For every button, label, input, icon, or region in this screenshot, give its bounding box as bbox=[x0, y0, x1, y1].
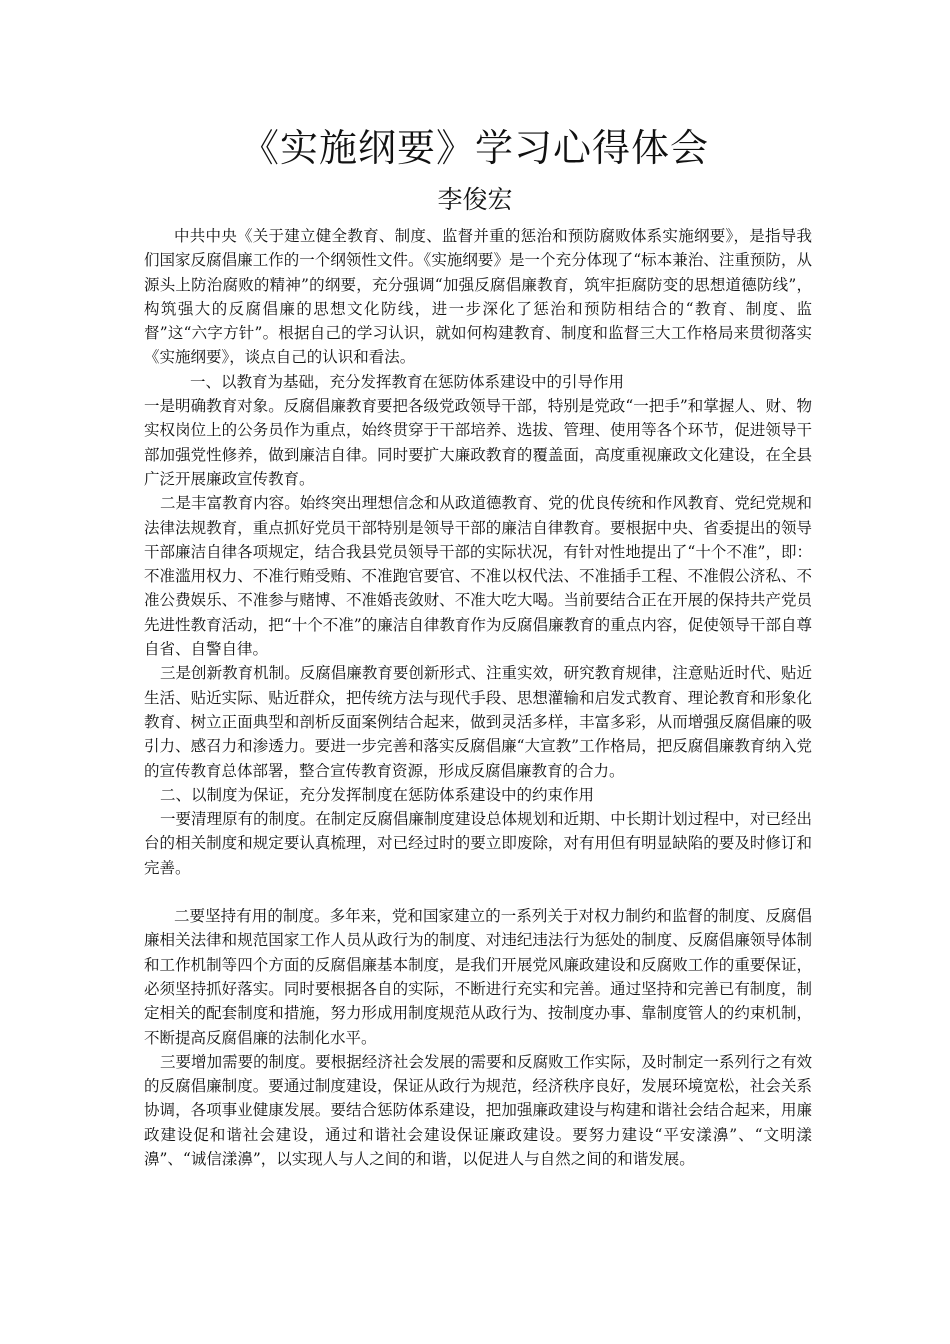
paragraph-clean-old-rules: 一要清理原有的制度。在制定反腐倡廉制度建设总体规划和近期、中长期计划过程中，对已经出台的相关制度和规定要认真梳理，对已经过时的要立即废除，对有用但有明显缺陷的要及时修订和完善。 bbox=[144, 810, 812, 877]
document-title: 《实施纲要》学习心得体会 bbox=[240, 126, 709, 170]
author-name: 李俊宏 bbox=[437, 185, 513, 214]
paragraph-keep-useful-rules: 二要坚持有用的制度。多年来，党和国家建立的一系列关于对权力制约和监督的制度、反腐倡廉相关法律和规范国家工作人员从政行为的制度、对违纪违法行为惩处的制度、反腐倡廉领导体制和工作机制等四个方面的反腐倡廉基本制度，是我们开展党风廉政建设和反腐败工作的重要保证，必须坚持抓好落实。同时要根据各自的实际，不断进行充实和完善。通过坚持和完善已有制度，制定相关的配套制度和措施，努力形成用制度规范从政行为、按制度办事、靠制度管人的约束机制，不断提高反腐倡廉的法制化水平。 bbox=[144, 907, 812, 1047]
paragraph-education-targets: 一是明确教育对象。反腐倡廉教育要把各级党政领导干部，特别是党政“一把手”和掌握人、财、物实权岗位上的公务员作为重点，始终贯穿于干部培养、选拔、管理、使用等各个环节，促进领导干部加强党性修养，做到廉洁自律。同时要扩大廉政教育的覆盖面，高度重视廉政文化建设，在全县广泛开展廉政宣传教育。 bbox=[144, 397, 812, 488]
document-body bbox=[144, 224, 812, 1171]
paragraph-gap bbox=[144, 880, 812, 904]
section-heading-1: 一、以教育为基础，充分发挥教育在惩防体系建设中的引导作用 bbox=[190, 372, 625, 391]
intro-paragraph: 中共中央《关于建立健全教育、制度、监督并重的惩治和预防腐败体系实施纲要》，是指导我们国家反腐倡廉工作的一个纲领性文件。《实施纲要》是一个充分体现了“标本兼治、注重预防，从源头上防治腐败的精神”的纲要，充分强调“加强反腐倡廉教育，筑牢拒腐防变的思想道德防线”，构筑强大的反腐倡廉的思想文化防线，进一步深化了惩治和预防相结合的“教育、制度、监督”这“六字方针”。根据自己的学习认识，就如何构建教育、制度和监督三大工作格局来贯彻落实《实施纲要》，谈点自己的认识和看法。 bbox=[144, 227, 812, 367]
section-heading-2: 二、以制度为保证，充分发挥制度在惩防体系建设中的约束作用 bbox=[160, 785, 595, 804]
paragraph-education-content: 二是丰富教育内容。始终突出理想信念和从政道德教育、党的优良传统和作风教育、党纪党规和法律法规教育，重点抓好党员干部特别是领导干部的廉洁自律教育。要根据中央、省委提出的领导干部廉洁自律各项规定，结合我县党员领导干部的实际状况，有针对性地提出了“十个不准”，即：不准滥用权力、不准行贿受贿、不准跑官要官、不准以权代法、不准插手工程、不准假公济私、不准公费娱乐、不准参与赌博、不准婚丧敛财、不准大吃大喝。当前要结合正在开展的保持共产党员先进性教育活动，把“十个不准”的廉洁自律教育作为反腐倡廉教育的重点内容，促使领导干部自尊自省、自警自律。 bbox=[144, 494, 812, 659]
paragraph-add-needed-rules: 三要增加需要的制度。要根据经济社会发展的需要和反腐败工作实际，及时制定一系列行之有效的反腐倡廉制度。要通过制度建设，保证从政行为规范，经济秩序良好，发展环境宽松，社会关系协调，各项事业健康发展。要结合惩防体系建设，把加强廉政建设与构建和谐社会结合起来，用廉政建设促和谐社会建设，通过和谐社会建设保证廉政建设。要努力建设“平安漾濞”、“文明漾濞”、“诚信漾濞”，以实现人与人之间的和谐，以促进人与自然之间的和谐发展。 bbox=[144, 1052, 812, 1168]
paragraph-education-mechanism: 三是创新教育机制。反腐倡廉教育要创新形式、注重实效，研究教育规律，注意贴近时代、贴近生活、贴近实际、贴近群众，把传统方法与现代手段、思想灌输和启发式教育、理论教育和形象化教育、树立正面典型和剖析反面案例结合起来，做到灵活多样，丰富多彩，从而增强反腐倡廉的吸引力、感召力和渗透力。要进一步完善和落实反腐倡廉“大宣教”工作格局，把反腐倡廉教育纳入党的宣传教育总体部署，整合宣传教育资源，形成反腐倡廉教育的合力。 bbox=[144, 664, 812, 780]
